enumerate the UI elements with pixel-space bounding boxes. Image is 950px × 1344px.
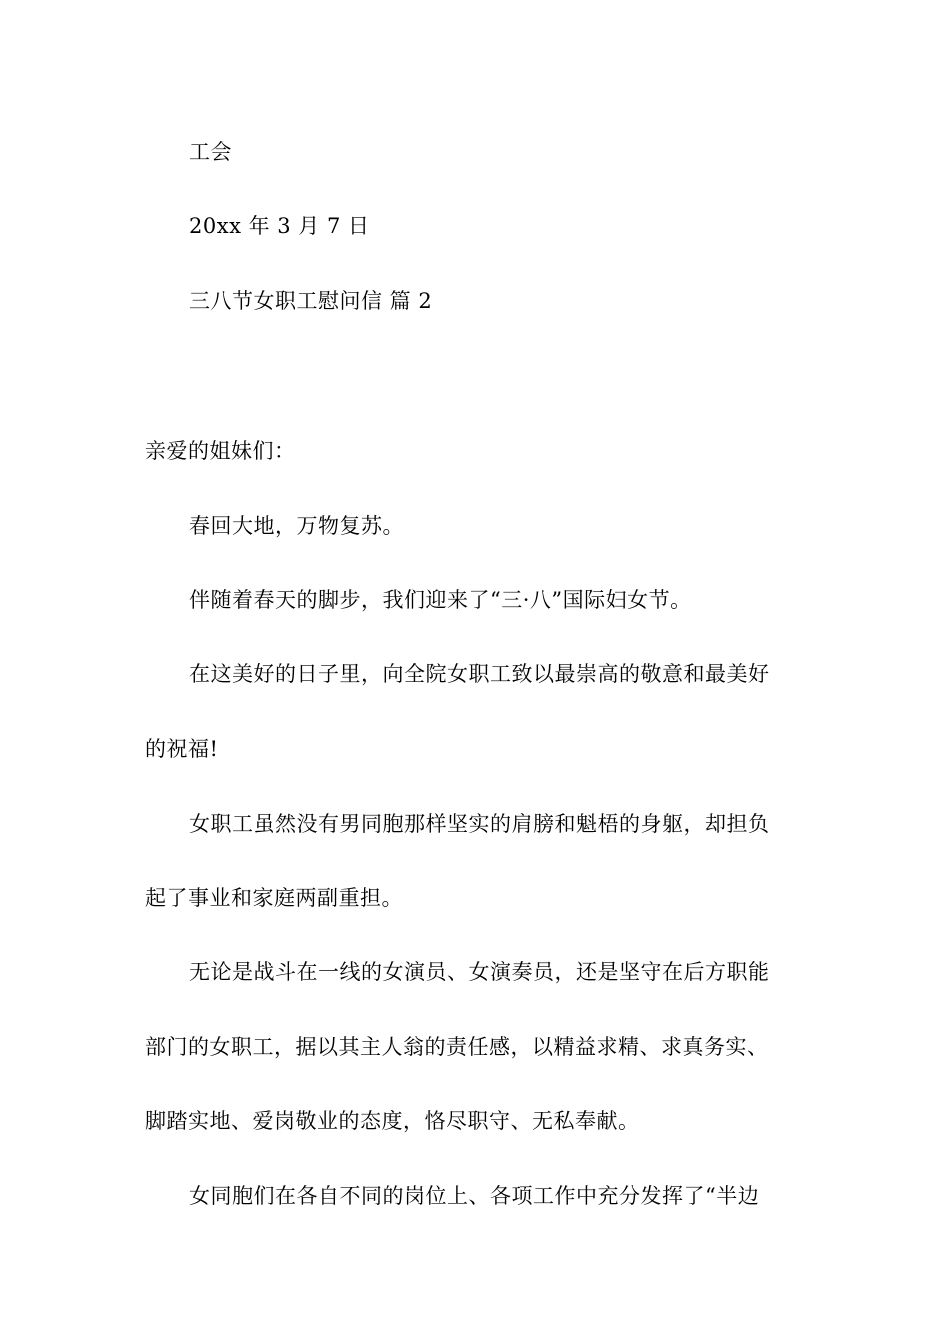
signature-date: 20xx 年 3 月 7 日 [189,214,370,238]
paragraph-line: 女同胞们在各自不同的岗位上、各项工作中充分发挥了“半边 [189,1184,760,1208]
signature-organization: 工会 [189,140,232,164]
paragraph-line: 起了事业和家庭两副重担。 [145,886,403,910]
salutation: 亲爱的姐妹们： [145,439,296,463]
paragraph-line: 的祝福! [145,737,219,761]
paragraph-line: 无论是战斗在一线的女演员、女演奏员，还是坚守在后方职能 [189,960,770,984]
paragraph-line: 在这美好的日子里，向全院女职工致以最崇高的敬意和最美好 [189,662,770,686]
paragraph-line: 部门的女职工，据以其主人翁的责任感，以精益求精、求真务实、 [145,1035,769,1059]
paragraph-line: 春回大地，万物复苏。 [189,514,404,538]
paragraph-line: 伴随着春天的脚步，我们迎来了“三·八”国际妇女节。 [189,588,692,612]
paragraph-line: 脚踏实地、爱岗敬业的态度，恪尽职守、无私奉献。 [145,1109,640,1133]
paragraph-line: 女职工虽然没有男同胞那样坚实的肩膀和魁梧的身躯，却担负 [189,812,770,836]
section-title: 三八节女职工慰问信 篇 2 [189,289,433,313]
